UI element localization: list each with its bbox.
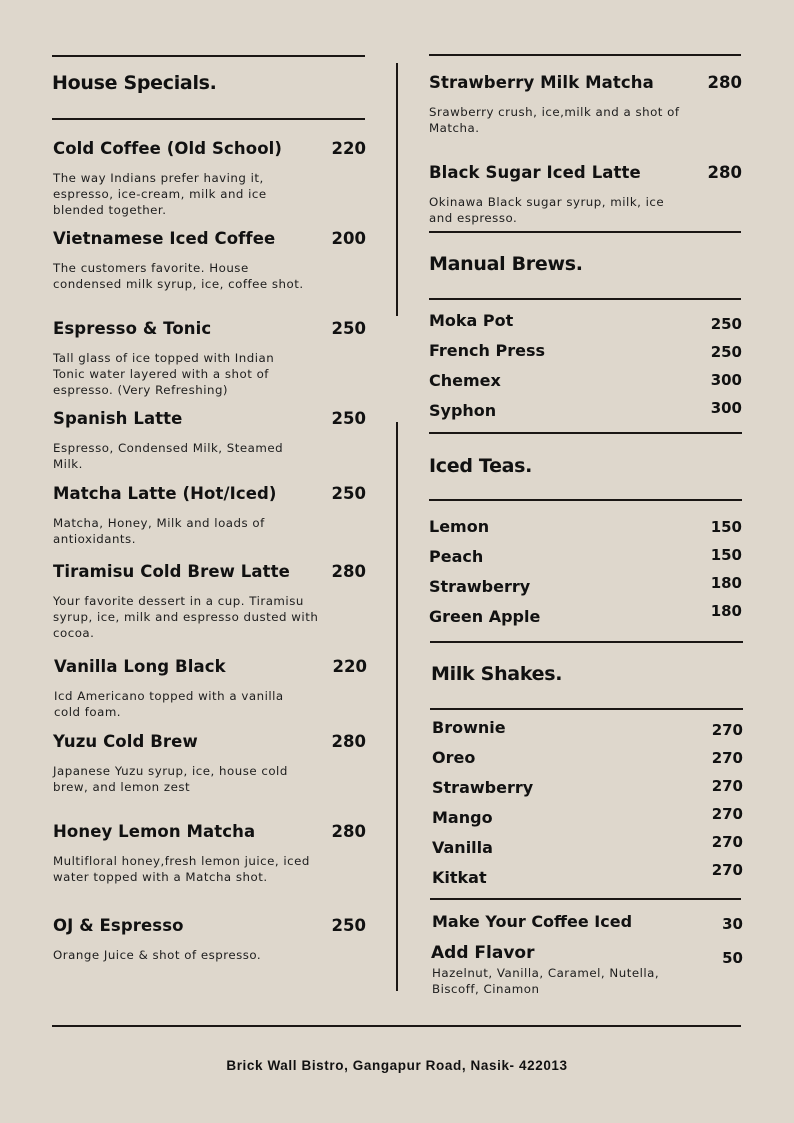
item-price: 280 xyxy=(331,732,366,751)
item-description: The way Indians prefer having it, espresso, ice-cream, milk and ice blended together. xyxy=(53,171,267,217)
section-title-iced-teas: Iced Teas. xyxy=(429,455,533,477)
item-name: Cold Coffee (Old School) xyxy=(53,139,283,158)
item-price: 250 xyxy=(331,409,366,428)
item-description: Matcha, Honey, Milk and loads of antioxidants. xyxy=(53,516,265,546)
divider xyxy=(430,708,743,710)
item-name: Vanilla Long Black xyxy=(54,657,226,676)
addon-name: Add Flavor xyxy=(431,943,535,963)
item-price: 250 xyxy=(331,319,366,338)
list-item-price: 180 xyxy=(710,574,742,592)
divider xyxy=(430,641,743,643)
item-price: 280 xyxy=(331,562,366,581)
item-name: Vietnamese Iced Coffee xyxy=(53,229,276,248)
item-description: Tall glass of ice topped with Indian Tonic water layered with a shot of espresso. (Very Refreshing) xyxy=(53,351,275,397)
divider xyxy=(429,298,741,300)
item-description: Srawberry crush, ice,milk and a shot of Matcha. xyxy=(429,105,680,135)
addon-name: Make Your Coffee Iced xyxy=(432,912,633,931)
item-name: Black Sugar Iced Latte xyxy=(429,163,641,182)
item-name: Espresso & Tonic xyxy=(53,319,212,338)
list-item-name: French Press xyxy=(429,341,545,360)
item-description: The customers favorite. House condensed milk syrup, ice, coffee shot. xyxy=(53,261,304,291)
list-item-name: Lemon xyxy=(429,517,490,536)
item-description: Icd Americano topped with a vanilla cold foam. xyxy=(54,689,284,719)
item-description: Your favorite dessert in a cup. Tiramisu syrup, ice, milk and espresso dusted with cocoa. xyxy=(53,594,319,640)
list-item-price: 180 xyxy=(710,602,742,620)
item-description: Espresso, Condensed Milk, Steamed Milk. xyxy=(53,441,284,471)
item-price: 200 xyxy=(331,229,366,248)
item-description: Japanese Yuzu syrup, ice, house cold brew, and lemon zest xyxy=(53,764,288,794)
item-name: Yuzu Cold Brew xyxy=(53,732,198,751)
list-item-name: Syphon xyxy=(429,401,497,420)
item-description: Okinawa Black sugar syrup, milk, ice and espresso. xyxy=(429,195,665,225)
item-name: Strawberry Milk Matcha xyxy=(429,73,654,92)
list-item-price: 250 xyxy=(710,343,742,361)
list-item-price: 270 xyxy=(711,721,743,739)
footer-address: Brick Wall Bistro, Gangapur Road, Nasik- 422013 xyxy=(226,1058,568,1073)
list-item-name: Chemex xyxy=(429,371,501,390)
list-item-name: Brownie xyxy=(432,718,506,737)
addon-price: 50 xyxy=(722,949,743,967)
list-item-price: 150 xyxy=(710,546,742,564)
list-item-name: Strawberry xyxy=(429,577,531,596)
list-item-name: Vanilla xyxy=(432,838,493,857)
list-item-price: 270 xyxy=(711,749,743,767)
list-item-name: Green Apple xyxy=(429,607,541,626)
list-item-price: 300 xyxy=(710,371,742,389)
item-price: 250 xyxy=(331,484,366,503)
item-price: 250 xyxy=(331,916,366,935)
item-price: 220 xyxy=(331,139,366,158)
item-price: 280 xyxy=(707,73,742,92)
divider xyxy=(429,54,741,56)
list-item-price: 270 xyxy=(711,777,743,795)
list-item-name: Moka Pot xyxy=(429,311,514,330)
list-item-name: Strawberry xyxy=(432,778,534,797)
item-description: Multifloral honey,fresh lemon juice, iced water topped with a Matcha shot. xyxy=(53,854,310,884)
addon-description: Hazelnut, Vanilla, Caramel, Nutella, Biscoff, Cinamon xyxy=(432,966,660,996)
list-item-name: Peach xyxy=(429,547,484,566)
divider xyxy=(52,1025,741,1027)
item-price: 280 xyxy=(707,163,742,182)
list-item-price: 270 xyxy=(711,805,743,823)
section-title-house-specials: House Specials. xyxy=(52,72,217,94)
divider xyxy=(429,231,741,233)
item-description: Orange Juice & shot of espresso. xyxy=(53,948,262,962)
item-name: OJ & Espresso xyxy=(53,916,184,935)
divider xyxy=(429,432,742,434)
item-price: 220 xyxy=(332,657,367,676)
divider xyxy=(52,118,365,120)
section-title-milk-shakes: Milk Shakes. xyxy=(431,663,563,685)
item-name: Spanish Latte xyxy=(53,409,183,428)
list-item-name: Kitkat xyxy=(432,868,487,887)
list-item-name: Oreo xyxy=(432,748,476,767)
list-item-price: 300 xyxy=(710,399,742,417)
list-item-price: 250 xyxy=(710,315,742,333)
divider xyxy=(430,898,741,900)
item-name: Matcha Latte (Hot/Iced) xyxy=(53,484,277,503)
section-title-manual-brews: Manual Brews. xyxy=(429,253,583,275)
column-divider xyxy=(396,422,398,991)
divider xyxy=(52,55,365,57)
item-price: 280 xyxy=(331,822,366,841)
list-item-price: 270 xyxy=(711,861,743,879)
column-divider xyxy=(396,63,398,316)
list-item-price: 150 xyxy=(710,518,742,536)
divider xyxy=(429,499,742,501)
item-name: Tiramisu Cold Brew Latte xyxy=(53,562,290,581)
list-item-name: Mango xyxy=(432,808,493,827)
item-name: Honey Lemon Matcha xyxy=(53,822,256,841)
list-item-price: 270 xyxy=(711,833,743,851)
addon-price: 30 xyxy=(722,915,743,933)
